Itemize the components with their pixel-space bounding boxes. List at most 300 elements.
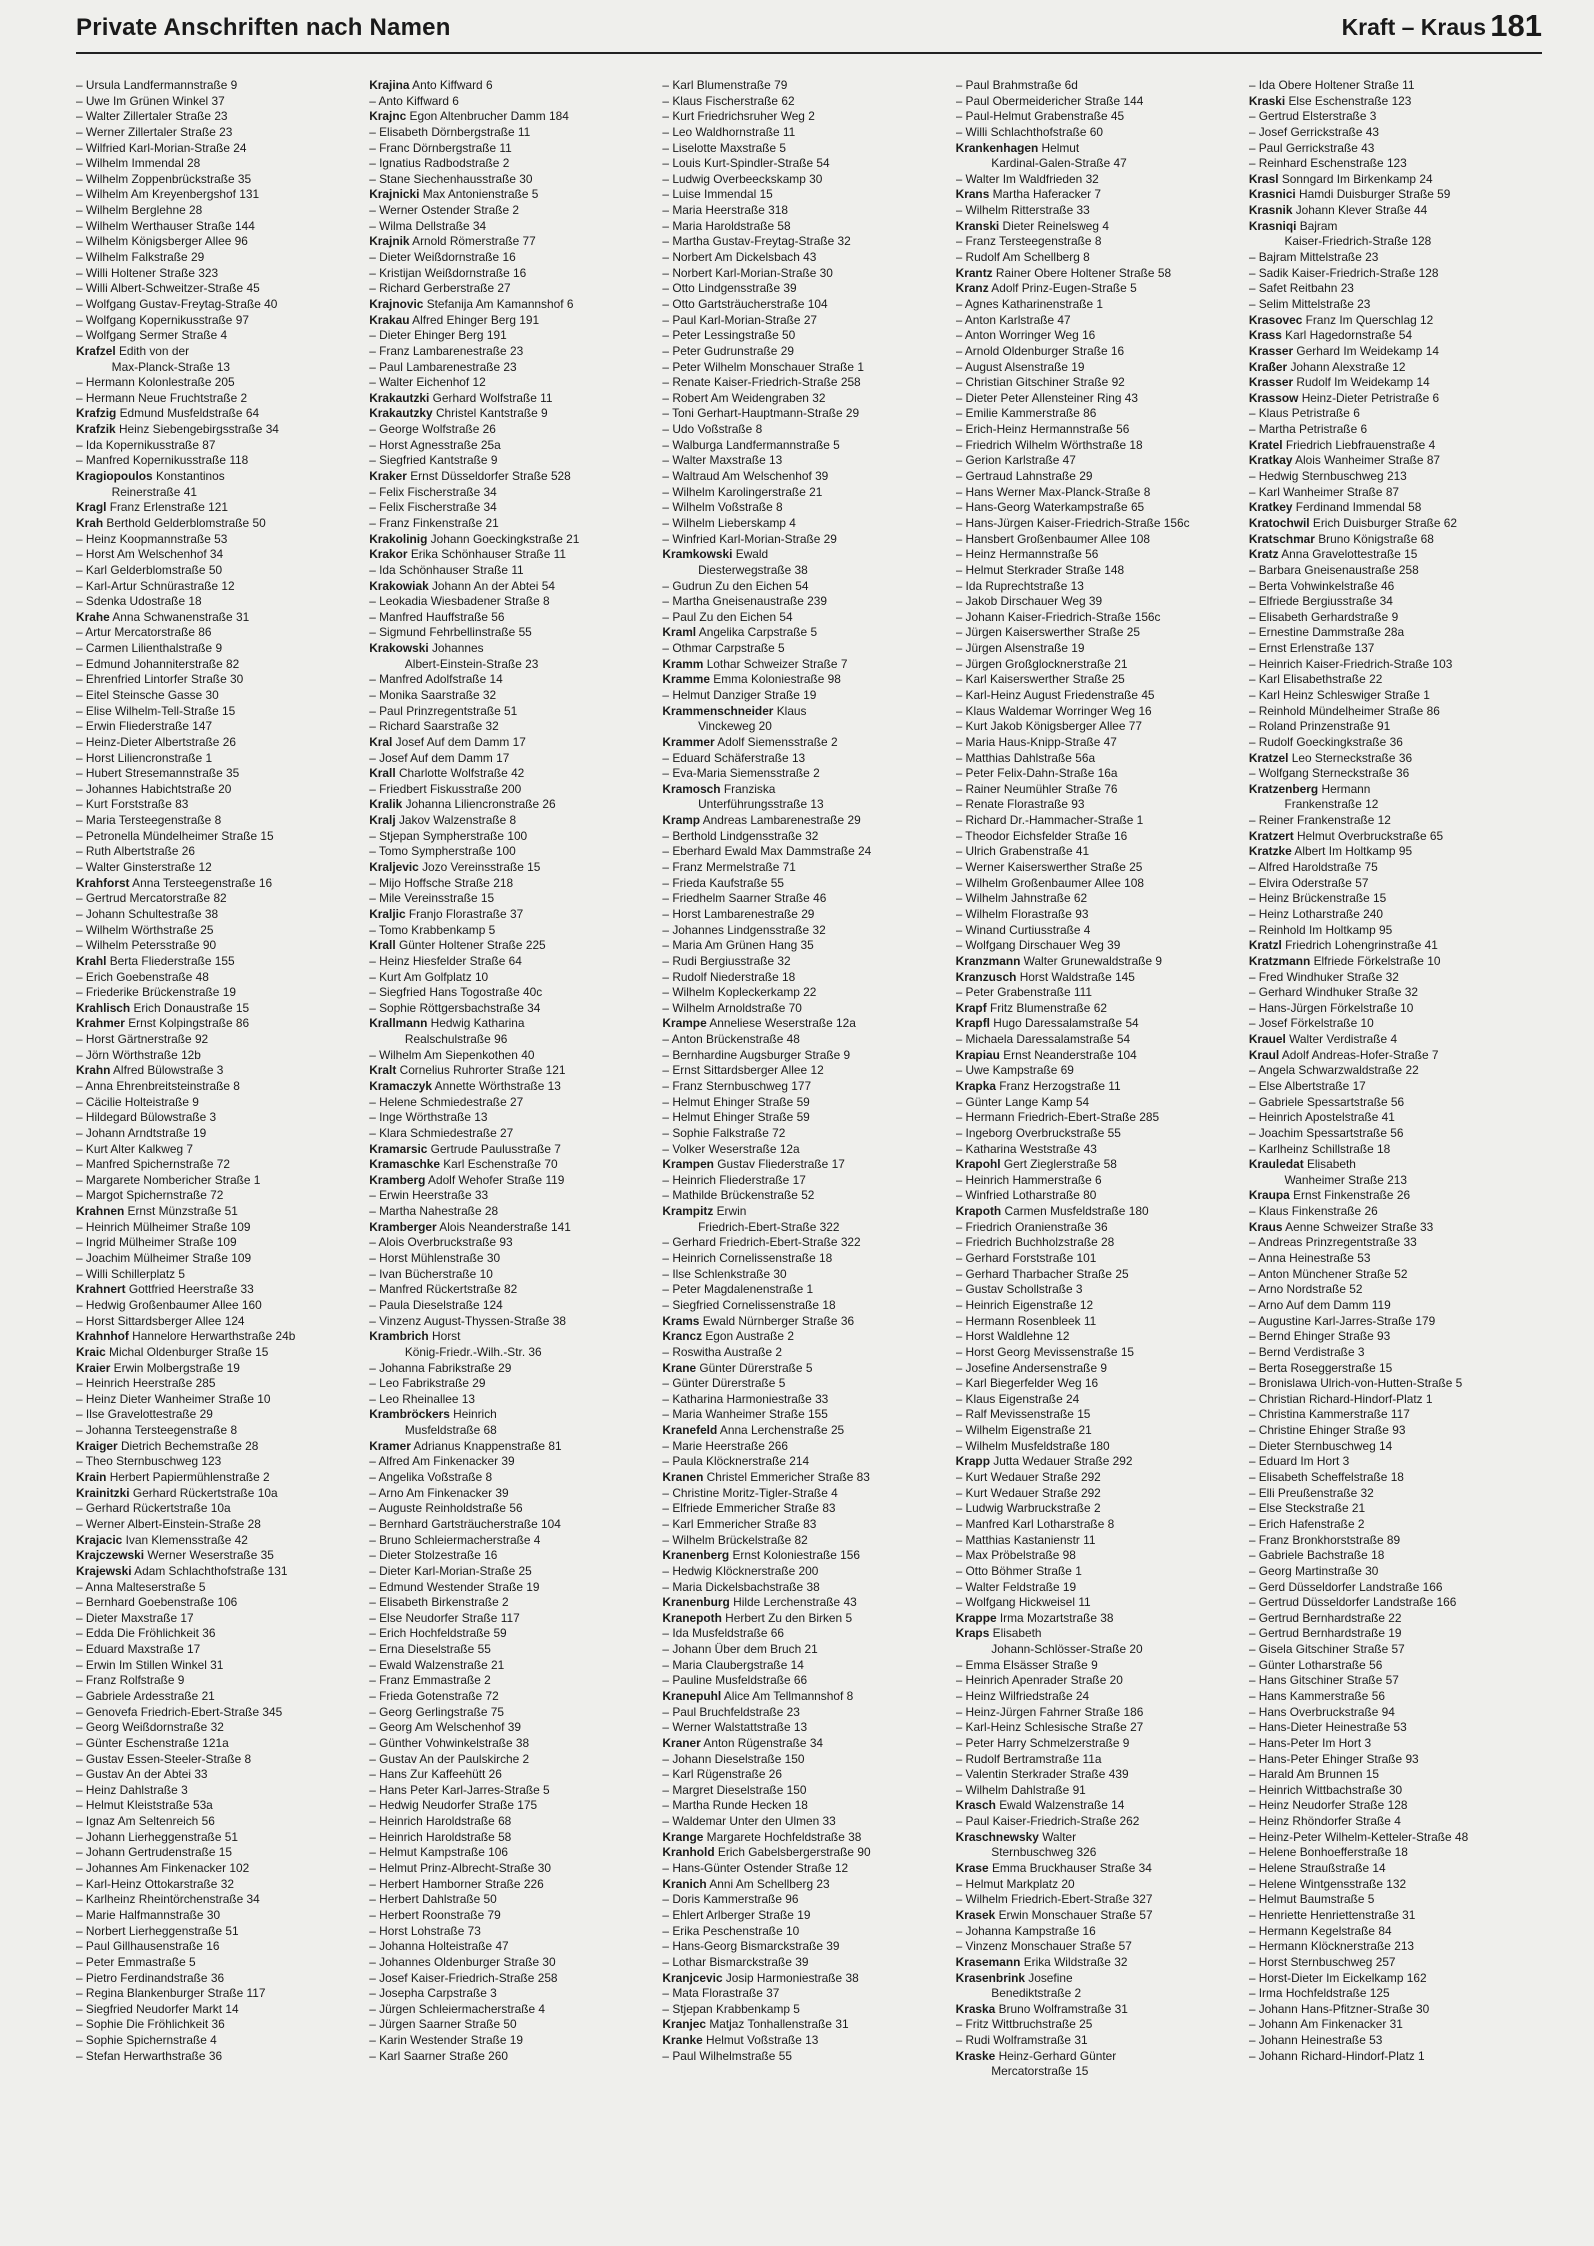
directory-entry: – Wilhelm Arnoldstraße 70 [662,1000,802,1015]
directory-entry: – Eduard Schäferstraße 13 [662,750,806,765]
directory-entry: – Paul Brahmstraße 6d [955,78,1078,92]
surname: Kranenberg [662,1548,730,1563]
directory-entry: – Anna Malteserstraße 5 [76,1579,206,1594]
directory-entry: – Hedwig Klöcknerstraße 200 [662,1563,819,1578]
directory-entry: Kramarsic Gertrude Paulusstraße 7 [369,1141,561,1156]
directory-entry: – Karl Heinz Schleswiger Straße 1 [1248,687,1430,702]
column-3 [662,78,955,2226]
directory-entry: Krapf Fritz Blumenstraße 62 [955,1000,1107,1015]
directory-entry: Krapka Franz Herzogstraße 11 [955,1079,1121,1093]
directory-entry: Kratzenberg Hermann [1248,781,1371,796]
directory-entry: – Paul-Helmut Grabenstraße 45 [955,109,1125,124]
directory-entry: – Peter Harry Schmelzerstraße 9 [955,1735,1130,1750]
directory-entry: Krasenbrink Josefine [955,1970,1073,1985]
surname: Krasovec [1248,312,1303,327]
directory-entry: Kraske Heinz-Gerhard Günter [955,2048,1117,2063]
directory-entry: Krakowski Johannes [369,641,484,656]
surname: Kratzl [1248,938,1282,953]
directory-entry: – Tomo Krabbenkamp 5 [369,922,496,937]
directory-entry: Kratkey Ferdinand Immendal 58 [1248,500,1422,515]
directory-entry: – Willi Holtener Straße 323 [76,265,219,280]
directory-entry: Krahnen Ernst Münzstraße 51 [76,1204,238,1219]
directory-entry: – Manfred Spichernstraße 72 [76,1157,230,1172]
directory-entry: – Günter Lange Kamp 54 [955,1094,1090,1109]
directory-entry: – Heinz Koopmannstraße 53 [76,531,228,546]
directory-entry: – Willi Albert-Schweitzer-Straße 45 [76,281,260,296]
directory-entry: – Hermann Neue Fruchtstraße 2 [76,390,248,405]
surname: Kraul [1248,1047,1280,1062]
directory-entry: – Katharina Weststraße 43 [955,1141,1097,1156]
column-5 [1249,78,1542,2226]
directory-entry: – Heinz Neudorfer Straße 128 [1248,1798,1408,1813]
directory-entry: – Eduard Im Hort 3 [1248,1454,1350,1469]
directory-entry: – Horst Mühlenstraße 30 [369,1251,501,1266]
directory-entry: Kranjcevic Josip Harmoniestraße 38 [662,1970,859,1985]
directory-entry: – Georg Martinstraße 30 [1248,1563,1379,1578]
directory-entry: – Cäcilie Holteistraße 9 [76,1094,199,1109]
directory-entry: – Rudolf Bertramstraße 11a [955,1751,1102,1766]
directory-entry: – Gabriele Ardesstraße 21 [76,1688,215,1703]
directory-entry: – Hans-Dieter Heinestraße 53 [1248,1720,1407,1735]
directory-entry: Kratzert Helmut Overbruckstraße 65 [1248,828,1444,843]
directory-entry: – Otto Gartsträucherstraße 104 [662,296,828,311]
directory-entry: – Hermann Klöcknerstraße 213 [1248,1939,1415,1954]
surname: Krass [1248,328,1282,343]
directory-entry: Kraljic Franjo Florastraße 37 [369,906,524,921]
directory-entry: – Klaus Petristraße 6 [1248,406,1360,421]
directory-entry: – Wolfgang Sterneckstraße 36 [1248,766,1410,781]
directory-entry: – Reinhard Eschenstraße 123 [1248,156,1407,171]
directory-entry: Krajnicki Max Antonienstraße 5 [369,187,539,202]
directory-entry: – Heinz-Peter Wilhelm-Ketteler-Straße 48 [1248,1829,1469,1844]
directory-entry: – Franz Emmastraße 2 [369,1673,491,1688]
directory-entry: – Roswitha Austraße 2 [662,1344,783,1359]
directory-entry: – Ernst Erlenstraße 137 [1248,641,1375,656]
directory-entry: – Stefan Herwarthstraße 36 [76,2048,223,2063]
directory-entry: – Karl Gelderblomstraße 50 [76,562,223,577]
surname: Krahnhof [76,1329,129,1344]
directory-entry: – Maria Haus-Knipp-Straße 47 [955,734,1117,749]
directory-entry: – Klaus Waldemar Worringer Weg 16 [955,703,1152,718]
directory-entry: – Horst-Dieter Im Eickelkamp 162 [1248,1970,1427,1985]
directory-entry: – Günther Vohwinkelstraße 38 [369,1735,530,1750]
directory-entry: – Pauline Musfeldstraße 66 [662,1673,808,1688]
directory-entry: – Liselotte Maxstraße 5 [662,140,786,155]
directory-entry: Kratzl Friedrich Lohengrinstraße 41 [1248,938,1438,953]
directory-entry: Krasser Rudolf Im Weidekamp 14 [1248,375,1430,390]
surname: Krajnovic [369,296,424,311]
directory-entry: – Johann Schultestraße 38 [76,906,219,921]
directory-entry: – Paul Zu den Eichen 54 [662,609,793,624]
directory-entry: Kranich Anni Am Schellberg 23 [662,1876,830,1891]
directory-entry: – Hans Gitschiner Straße 57 [1248,1673,1399,1688]
surname: Krah [76,515,104,530]
directory-entry: – Renate Kaiser-Friedrich-Straße 258 [662,375,861,390]
surname: Krall [369,938,396,953]
directory-entry: Kratel Friedrich Liebfrauenstraße 4 [1248,437,1436,452]
surname: Krambrich [369,1329,429,1344]
directory-entry: – Kurt Am Golfplatz 10 [369,969,489,984]
directory-entry: Krauledat Elisabeth [1248,1157,1356,1172]
directory-entry: – Horst Am Welschenhof 34 [76,547,224,562]
directory-entry: – Martha Gustav-Freytag-Straße 32 [662,234,851,249]
directory-entry: – Wilhelm Falkstraße 29 [76,250,205,265]
directory-entry: – Mile Vereinsstraße 15 [369,891,495,906]
directory-entry: – Felix Fischerstraße 34 [369,484,497,499]
directory-entry: – Gerhard Tharbacher Straße 25 [955,1266,1129,1281]
directory-entry: – Marie Heerstraße 266 [662,1438,788,1453]
directory-entry: – Wilhelm Am Siepenkothen 40 [369,1047,535,1062]
surname: Krain [76,1470,107,1485]
directory-entry: – Martha Petristraße 6 [1248,422,1368,437]
directory-entry: Kral Josef Auf dem Damm 17 [369,734,526,749]
surname: Krankenhagen [955,140,1039,155]
directory-entry: – Ewald Walzenstraße 21 [369,1657,505,1672]
directory-entry: Krakau Alfred Ehinger Berg 191 [369,312,540,327]
directory-entry: – Ursula Landfermannstraße 9 [76,78,238,92]
directory-entry: – Heinrich Wittbachstraße 30 [1248,1782,1403,1797]
directory-entry: – Hermann Kolonlestraße 205 [76,375,235,390]
directory-entry: – Paul Gillhausenstraße 16 [76,1939,220,1954]
directory-entry: – Stjepan Krabbenkamp 5 [662,2001,800,2016]
directory-entry: – Heinz Brückenstraße 15 [1248,891,1387,906]
surname: Kranz [955,281,989,296]
directory-entry: – Paul Bruchfeldstraße 23 [662,1704,800,1719]
directory-entry: – Johann Am Finkenacker 31 [1248,2017,1403,2032]
surname: Krajnc [369,109,407,124]
directory-entry: – Karl Emmericher Straße 83 [662,1516,817,1531]
directory-entry: – Margot Spichernstraße 72 [76,1188,224,1203]
directory-entry: – Jakob Dirschauer Weg 39 [955,594,1103,609]
directory-entry: – Winfried Karl-Morian-Straße 29 [662,531,837,546]
directory-entry: – Karin Westender Straße 19 [369,2033,523,2048]
directory-entry: – Marie Halfmannstraße 30 [76,1907,221,1922]
directory-entry: – Johanna Fabrikstraße 29 [369,1360,512,1375]
directory-entry: Kranz Adolf Prinz-Eugen-Straße 5 [955,281,1137,296]
directory-entry: – Stane Siechenhausstraße 30 [369,171,533,186]
directory-entry: Max-Planck-Straße 13 [76,359,230,374]
directory-entry: – Karl-Artur Schnürastraße 12 [76,578,235,593]
directory-entry: – Horst Sittardsberger Allee 124 [76,1313,245,1328]
page-title: Private Anschriften nach Namen [76,14,451,41]
directory-entry: – Heinrich Heerstraße 285 [76,1376,216,1391]
directory-entry: – Heinrich Haroldstraße 58 [369,1829,512,1844]
surname: Krapfl [955,1016,990,1031]
surname: Krapiau [955,1047,1000,1062]
directory-entry: – Friedrich Wilhelm Wörthstraße 18 [955,437,1143,452]
directory-entry: – Hans-Georg Bismarckstraße 39 [662,1939,840,1954]
directory-entry: – Wilhelm Dahlstraße 91 [955,1782,1086,1797]
directory-entry: – Lothar Bismarckstraße 39 [662,1954,809,1969]
directory-entry: – Walter Ginsterstraße 12 [76,860,212,875]
directory-entry: – Michaela Daressalamstraße 54 [955,1032,1131,1047]
directory-entry: – Hans-Jürgen Förkelstraße 10 [1248,1000,1414,1015]
directory-entry: – Heinz-Dieter Albertstraße 26 [76,734,236,749]
directory-entry: – Rudolf Goeckingkstraße 36 [1248,734,1403,749]
directory-entry: – Paul Lambarenestraße 23 [369,359,517,374]
directory-entry: – Wilhelm Am Kreyenbergshof 131 [76,187,260,202]
directory-entry: – Hubert Stresemannstraße 35 [76,766,240,781]
directory-entry: – Jürgen Großglocknerstraße 21 [955,656,1128,671]
directory-entry: – Edmund Johanniterstraße 82 [76,656,240,671]
surname: Kraier [76,1360,111,1375]
column-4 [956,78,1249,2226]
directory-entry: – Eitel Steinsche Gasse 30 [76,687,219,702]
directory-entry: – Mathilde Brückenstraße 52 [662,1188,815,1203]
directory-entry: – Dieter Sternbuschweg 14 [1248,1438,1393,1453]
directory-entry: – Ida Kopernikusstraße 87 [76,437,216,452]
directory-entry: – Jürgen Alsenstraße 19 [955,641,1085,656]
directory-entry: – Werner Walstattstraße 13 [662,1720,808,1735]
directory-entry: – Herbert Dahlstraße 50 [369,1892,497,1907]
directory-entry: Kramm Lothar Schweizer Straße 7 [662,656,848,671]
directory-entry: – Wilhelm Koplecker​kamp 22 [662,985,817,1000]
directory-entry: – Selim Mittelstraße 23 [1248,296,1371,311]
directory-entry: – Roland Prinzenstraße 91 [1248,719,1391,734]
directory-entry: – Leo Fabrikstraße 29 [369,1376,486,1391]
directory-entry: – Otto Böhmer Straße 1 [955,1563,1082,1578]
directory-entry: – Kurt Alter Kalkweg 7 [76,1141,193,1156]
directory-entry: Mercatorstraße 15 [955,2064,1089,2079]
directory-entry: – Leo Rheinallee 13 [369,1391,475,1406]
surname: Kratzert [1248,828,1294,843]
directory-entry: – Ulrich Grabenstraße 41 [955,844,1090,859]
surname: Kranepuhl [662,1688,722,1703]
directory-entry: Kraßer Johann Alexstraße 12 [1248,359,1406,374]
directory-entry: – Siegfried Kantstraße 9 [369,453,498,468]
directory-entry: – Leo Waldhornstraße 11 [662,124,796,139]
directory-entry: – Safet Reitbahn 23 [1248,281,1354,296]
directory-entry: – Ivan Bücherstraße 10 [369,1266,493,1281]
directory-entry: – Elisabeth Birkenstraße 2 [369,1595,509,1610]
directory-entry: – Willi Schlachthofstraße 60 [955,124,1103,139]
directory-entry: – Wilhelm Lieberskamp 4 [662,515,796,530]
surname: Krauel [1248,1032,1286,1047]
directory-entry: – Josef Förkelstraße 10 [1248,1016,1374,1031]
directory-entry: Krall Günter Holtener Straße 225 [369,938,546,953]
directory-entry: – Wilhelm Wörthstraße 25 [76,922,214,937]
directory-entry: – Angela Schwarzwaldstraße 22 [1248,1063,1419,1078]
directory-entry: – Irma Hochfeldstraße 125 [1248,1986,1390,2001]
directory-entry: – Franz Rolfstraße 9 [76,1673,185,1688]
directory-entry: – Othmar Carpstraße 5 [662,641,785,656]
directory-entry: – Ignatius Radbodstraße 2 [369,156,510,171]
directory-entry: Vinckeweg 20 [662,719,772,734]
directory-entry: Krafzig Edmund Musfeldstraße 64 [76,406,260,421]
directory-entry: – Heinz Hermannstraße 56 [955,547,1099,562]
directory-entry: – Genovefa Friedrich-Ebert-Straße 345 [76,1704,283,1719]
directory-entry: Krasniqi Bajram [1248,218,1338,233]
directory-entry: – Jörn Wörthstraße 12b [76,1047,201,1062]
directory-entry: – Augustine Karl-Jarres-Straße 179 [1248,1313,1436,1328]
directory-entry: – Josef Kaiser-Friedrich-Straße 258 [369,1970,558,1985]
directory-entry: – Siegfried Neudorfer Markt 14 [76,2001,239,2016]
directory-entry: Krajacic Ivan Klemensstraße 42 [76,1532,248,1547]
surname: Krahforst [76,875,130,890]
directory-entry: – Gustav Essen-Steeler-Straße 8 [76,1751,252,1766]
directory-entry: Krahe Anna Schwanenstraße 31 [76,609,250,624]
directory-entry: – Hans-Jürgen Kaiser-Friedrich-Straße 156c [955,515,1190,530]
surname: Kratz [1248,547,1279,562]
directory-entry: – Werner Albert-Einstein-Straße 28 [76,1516,261,1531]
surname: Krammenschneider [662,703,774,718]
surname: Krantz [955,265,993,280]
directory-entry: – Helmut Kleiststraße 53a [76,1798,213,1813]
directory-entry: Kraski Else Eschenstraße 123 [1248,93,1412,108]
directory-entry: Krankenhagen Helmut [955,140,1080,155]
surname: Kratschmar [1248,531,1315,546]
directory-entry: – Frieda Kaufstraße 55 [662,875,785,890]
directory-entry: – Maria Wanheimer Straße 155 [662,1407,828,1422]
surname: Krane [662,1360,697,1375]
directory-entry: Krancz Egon Austraße 2 [662,1329,794,1344]
surname: Krasnici [1248,187,1296,202]
directory-entry: Wanheimer Straße 213 [1248,1172,1407,1187]
directory-entry: – Ingeborg Overbruckstraße 55 [955,1125,1121,1140]
surname: Krakor [369,547,408,562]
directory-entry: – Georg Am Welschenhof 39 [369,1720,522,1735]
directory-entry: – Heinrich Apenrader Straße 20 [955,1673,1123,1688]
surname: Krahnen [76,1204,125,1219]
directory-entry: – Erna Dieselstraße 55 [369,1642,491,1657]
directory-entry: – Wilhelm Berglehne 28 [76,203,203,218]
column-2 [369,78,662,2226]
directory-entry: – Artur Mercatorstraße 86 [76,625,212,640]
directory-entry: – Ernst Sittardsberger Allee 12 [662,1063,824,1078]
surname: Krapoth [955,1204,1002,1219]
directory-entry: Kragl Franz Erlenstraße 121 [76,500,229,515]
surname: Kranepoth [662,1610,722,1625]
directory-entry: – Franz Lambarenestraße 23 [369,343,524,358]
directory-entry: – Franz Sternbuschweg 177 [662,1079,812,1093]
directory-entry: Kranepuhl Alice Am Tellmannshof 8 [662,1688,854,1703]
directory-entry: Krasch Ewald Walzenstraße 14 [955,1798,1125,1813]
directory-entry: – Wilhelm Großenbaumer Allee 108 [955,875,1144,890]
directory-entry: – Gustav Schollstraße 3 [955,1282,1083,1297]
directory-entry: – Peter Felix-Dahn-Straße 16a [955,766,1118,781]
directory-entry: Krange Margarete Hochfeldstraße 38 [662,1829,862,1844]
surname: Krafzel [76,343,116,358]
directory-entry: – Hermann Friedrich-Ebert-Straße 285 [955,1110,1160,1125]
directory-entry: – Erwin Im Stillen Winkel 31 [76,1657,224,1672]
directory-entry: Krams Ewald Nürnberger Straße 36 [662,1313,855,1328]
directory-entry: – Klara Schmiedestraße 27 [369,1125,514,1140]
directory-entry: – Harald Am Brunnen 15 [1248,1767,1380,1782]
directory-entry: – Louis Kurt-Spindler-Straße 54 [662,156,830,171]
directory-entry: – Sigmund Fehrbellinstraße 55 [369,625,532,640]
directory-entry: Kranke Helmut Voßstraße 13 [662,2033,819,2048]
directory-entry: – Maria Heerstraße 318 [662,203,788,218]
directory-entry: – Karl-Heinz Ottokarstraße 32 [76,1876,234,1891]
surname: Krampe [662,1016,707,1031]
directory-entry: – Werner Zillertaler Straße 23 [76,124,233,139]
surname: Krapohl [955,1157,1001,1172]
directory-entry: Krajnik Arnold Römerstraße 77 [369,234,536,249]
directory-entry: – Anna Ehrenbreitsteinstraße 8 [76,1079,240,1093]
directory-entry: – Erwin Fliederstraße 147 [76,719,213,734]
directory-entry: – Manfred Hauffstraße 56 [369,609,505,624]
directory-entry: – Felix Fischerstraße 34 [369,500,497,515]
surname: Kranen [662,1470,704,1485]
directory-entry: Krajnc Egon Altenbrucher Damm 184 [369,109,569,124]
directory-entry: – Walter Eichenhof 12 [369,375,486,390]
directory-entry: – Manfred Rückertstraße 82 [369,1282,518,1297]
surname: Kraps [955,1626,990,1641]
surname: Kramosch [662,781,721,796]
directory-entry: Kramme Emma Koloniestraße 98 [662,672,841,687]
surname: Krakautzky [369,406,433,421]
surname: Krall [369,766,396,781]
directory-entry: – Hans-Georg Waterkampstraße 65 [955,500,1145,515]
directory-entry: Kramp Andreas Lambarenestraße 29 [662,813,861,828]
directory-entry: – Joachim Mülheimer Straße 109 [76,1251,252,1266]
directory-entry: Krasl Sonngard Im Birkenkamp 24 [1248,171,1433,186]
surname: Krassow [1248,390,1299,405]
directory-entry: – Bernhard Goebenstraße 106 [76,1595,238,1610]
directory-entry: – Georg Weißdornstraße 32 [76,1720,224,1735]
directory-entry: – Johann Heinestraße 53 [1248,2033,1383,2048]
directory-entry: – Johannes Habichtstraße 20 [76,781,232,796]
directory-entry: – Werner Kaiserswerther Straße 25 [955,860,1143,875]
directory-entry: – Friederike Brückenstraße 19 [76,985,236,1000]
directory-entry: Kramberg Adolf Wehofer Straße 119 [369,1172,565,1187]
surname: Krakolinig [369,531,428,546]
directory-entry: – Gertraud Lahnstraße 29 [955,469,1093,484]
directory-entry: – Barbara Gneisenaustraße 258 [1248,562,1419,577]
surname: Kramaczyk [369,1079,433,1093]
surname: Krasch [955,1798,996,1813]
directory-entry: – Uwe Kampstraße 69 [955,1063,1074,1078]
surname: Krapf [955,1000,987,1015]
directory-entry: – Karl Elisabethstraße 22 [1248,672,1383,687]
directory-entry: Krasser Gerhard Im Weidekamp 14 [1248,343,1439,358]
directory-entry: – Ilse Gravelottestraße 29 [76,1407,213,1422]
surname: Krajnik [369,234,410,249]
directory-entry: – Horst Georg Mevissenstraße 15 [955,1344,1135,1359]
directory-entry: – Mata Florastraße 37 [662,1986,780,2001]
surname: Kranjec [662,2017,707,2032]
directory-entry: – Johann Hans-Pfitzner-Straße 30 [1248,2001,1430,2016]
directory-entry: – Elfriede Bergiusstraße 34 [1248,594,1393,609]
directory-entry: – Franz Mermelstraße 71 [662,860,796,875]
directory-entry: Krasek Erwin Monschauer Straße 57 [955,1907,1153,1922]
directory-entry: – Hermann Rosenbleek 11 [955,1313,1097,1328]
directory-entry: – Wilhelm Karolingerstraße 21 [662,484,823,499]
directory-entry: – Auguste Reinholdstraße 56 [369,1501,523,1516]
directory-entry: Krans Martha Haferacker 7 [955,187,1102,202]
directory-entry: – Johann Kaiser-Friedrich-Straße 156c [955,609,1161,624]
directory-entry: – Jürgen Kaiserswerther Straße 25 [955,625,1141,640]
surname: Kraic [76,1344,106,1359]
directory-entry: Kralt Cornelius Ruhrorter Straße 121 [369,1063,566,1078]
directory-entry: – Reinhold Mündelheimer Straße 86 [1248,703,1440,718]
directory-entry: – Anto Kiffward 6 [369,93,459,108]
directory-entry: – Paula Dieselstraße 124 [369,1297,503,1312]
directory-entry: Krajnovic Stefanija Am Kamannshof 6 [369,296,574,311]
surname: Krajina [369,78,410,92]
directory-entry: – Gerhard Rückertstraße 10a [76,1501,231,1516]
directory-entry: Kranjec Matjaz Tonhallenstraße 31 [662,2017,849,2032]
directory-entry: Krampen Gustav Fliederstraße 17 [662,1157,845,1172]
directory-entry: – Ruth Albertstraße 26 [76,844,195,859]
directory-entry: – Heinz Hiesfelder Straße 64 [369,953,522,968]
directory-entry: – Erich Hochfeldstraße 59 [369,1626,507,1641]
directory-entry: – Kristijan Weißdornstraße 16 [369,265,527,280]
directory-entry: Krakowiak Johann An der Abtei 54 [369,578,555,593]
directory-entry: – Theodor Eichsfelder Straße 16 [955,828,1128,843]
directory-entry: – Karl Blumenstraße 79 [662,78,788,92]
directory-entry: – Martha Nahestraße 28 [369,1204,499,1219]
